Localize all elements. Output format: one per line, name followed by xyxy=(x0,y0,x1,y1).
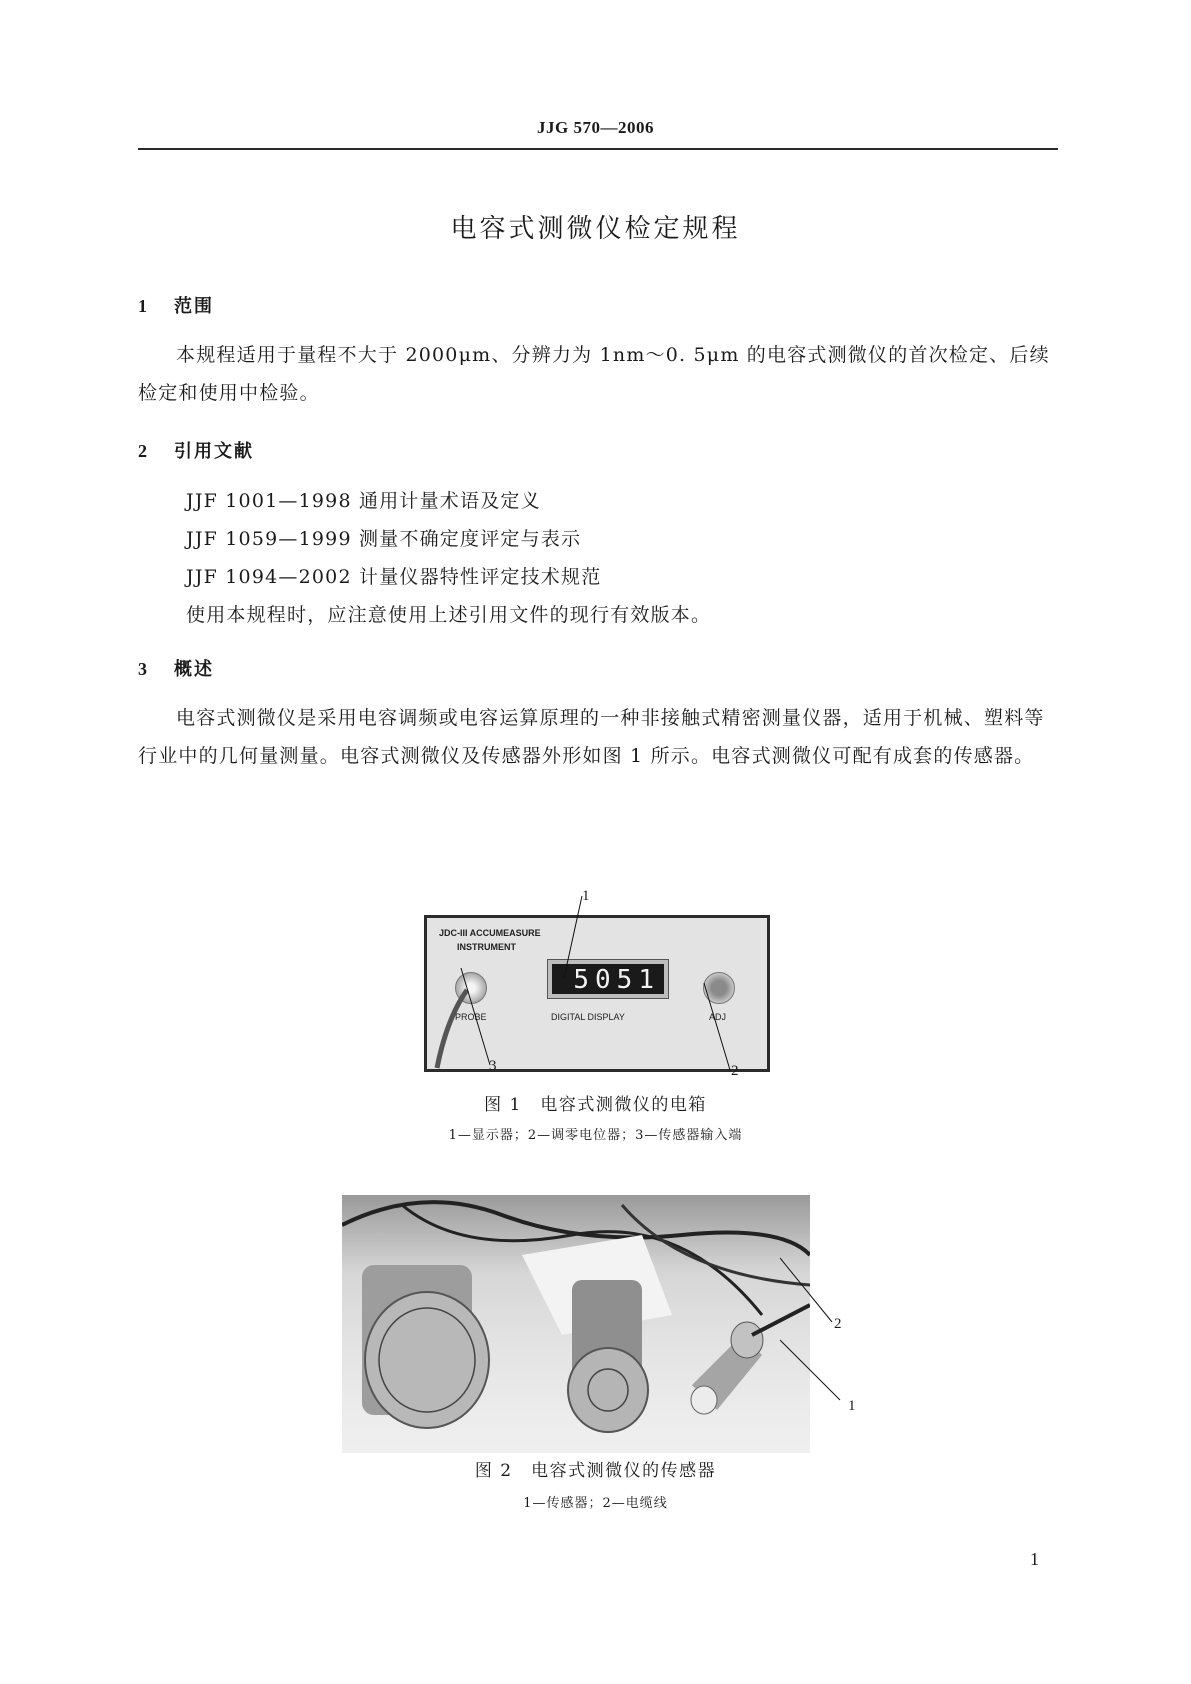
display-readout: 5051 xyxy=(552,964,664,994)
figure1-callout-1: 1 xyxy=(582,888,590,904)
figure1-callout-3: 3 xyxy=(489,1058,497,1074)
panel-instrument-label: INSTRUMENT xyxy=(457,942,516,952)
section-3-paragraph: 电容式测微仪是采用电容调频或电容运算原理的一种非接触式精密测量仪器，适用于机械、塑料等行业中的几何量测量。电容式测微仪及传感器外形如图 1 所示。电容式测微仪可配有成套的传感器。 xyxy=(138,707,1045,767)
page-number: 1 xyxy=(1030,1549,1039,1569)
reference-item: JJF 1059—1999 测量不确定度评定与表示 xyxy=(186,528,582,550)
reference-note: 使用本规程时，应注意使用上述引用文件的现行有效版本。 xyxy=(186,604,712,626)
probe-label: PROBE xyxy=(455,1012,487,1022)
digital-display-label: DIGITAL DISPLAY xyxy=(551,1012,625,1022)
section-title: 范围 xyxy=(174,296,214,317)
panel-model-label: JDC-III ACCUMEASURE xyxy=(439,928,541,938)
figure2-callout-2: 2 xyxy=(834,1316,842,1332)
adj-label: ADJ xyxy=(709,1012,727,1022)
section-1-heading xyxy=(138,292,214,318)
sensor-photo-illustration-icon xyxy=(342,1195,810,1453)
figure1-callout-lines-icon xyxy=(424,890,770,1090)
figure1-legend: 1—显示器；2—调零电位器；3—传感器输入端 xyxy=(448,1128,743,1143)
standard-code: JJG 570—2006 xyxy=(537,118,654,137)
section-2-heading xyxy=(138,437,254,463)
figure2-callout-1: 1 xyxy=(848,1398,856,1414)
header-rule xyxy=(138,148,1058,150)
section-number: 1 xyxy=(138,296,149,316)
figure2-legend: 1—传感器；2—电缆线 xyxy=(523,1496,668,1511)
reference-item: JJF 1094—2002 计量仪器特性评定技术规范 xyxy=(186,566,602,588)
reference-item: JJF 1001—1998 通用计量术语及定义 xyxy=(186,490,541,512)
figure1-caption: 图 1 电容式测微仪的电箱 xyxy=(484,1095,707,1115)
section-number: 3 xyxy=(138,659,149,679)
document-title: 电容式测微仪检定规程 xyxy=(450,214,741,244)
section-1-paragraph: 本规程适用于量程不大于 2000μm、分辨力为 1nm～0. 5μm 的电容式测微仪的首次检定、后续检定和使用中检验。 xyxy=(138,344,1050,404)
section-title: 概述 xyxy=(174,659,214,680)
figure2-sensor-photo xyxy=(342,1195,810,1453)
section-title: 引用文献 xyxy=(174,441,254,462)
section-3-heading xyxy=(138,655,214,681)
figure2-caption: 图 2 电容式测微仪的传感器 xyxy=(474,1461,717,1481)
figure1-callout-2: 2 xyxy=(731,1063,739,1079)
section-number: 2 xyxy=(138,441,149,461)
